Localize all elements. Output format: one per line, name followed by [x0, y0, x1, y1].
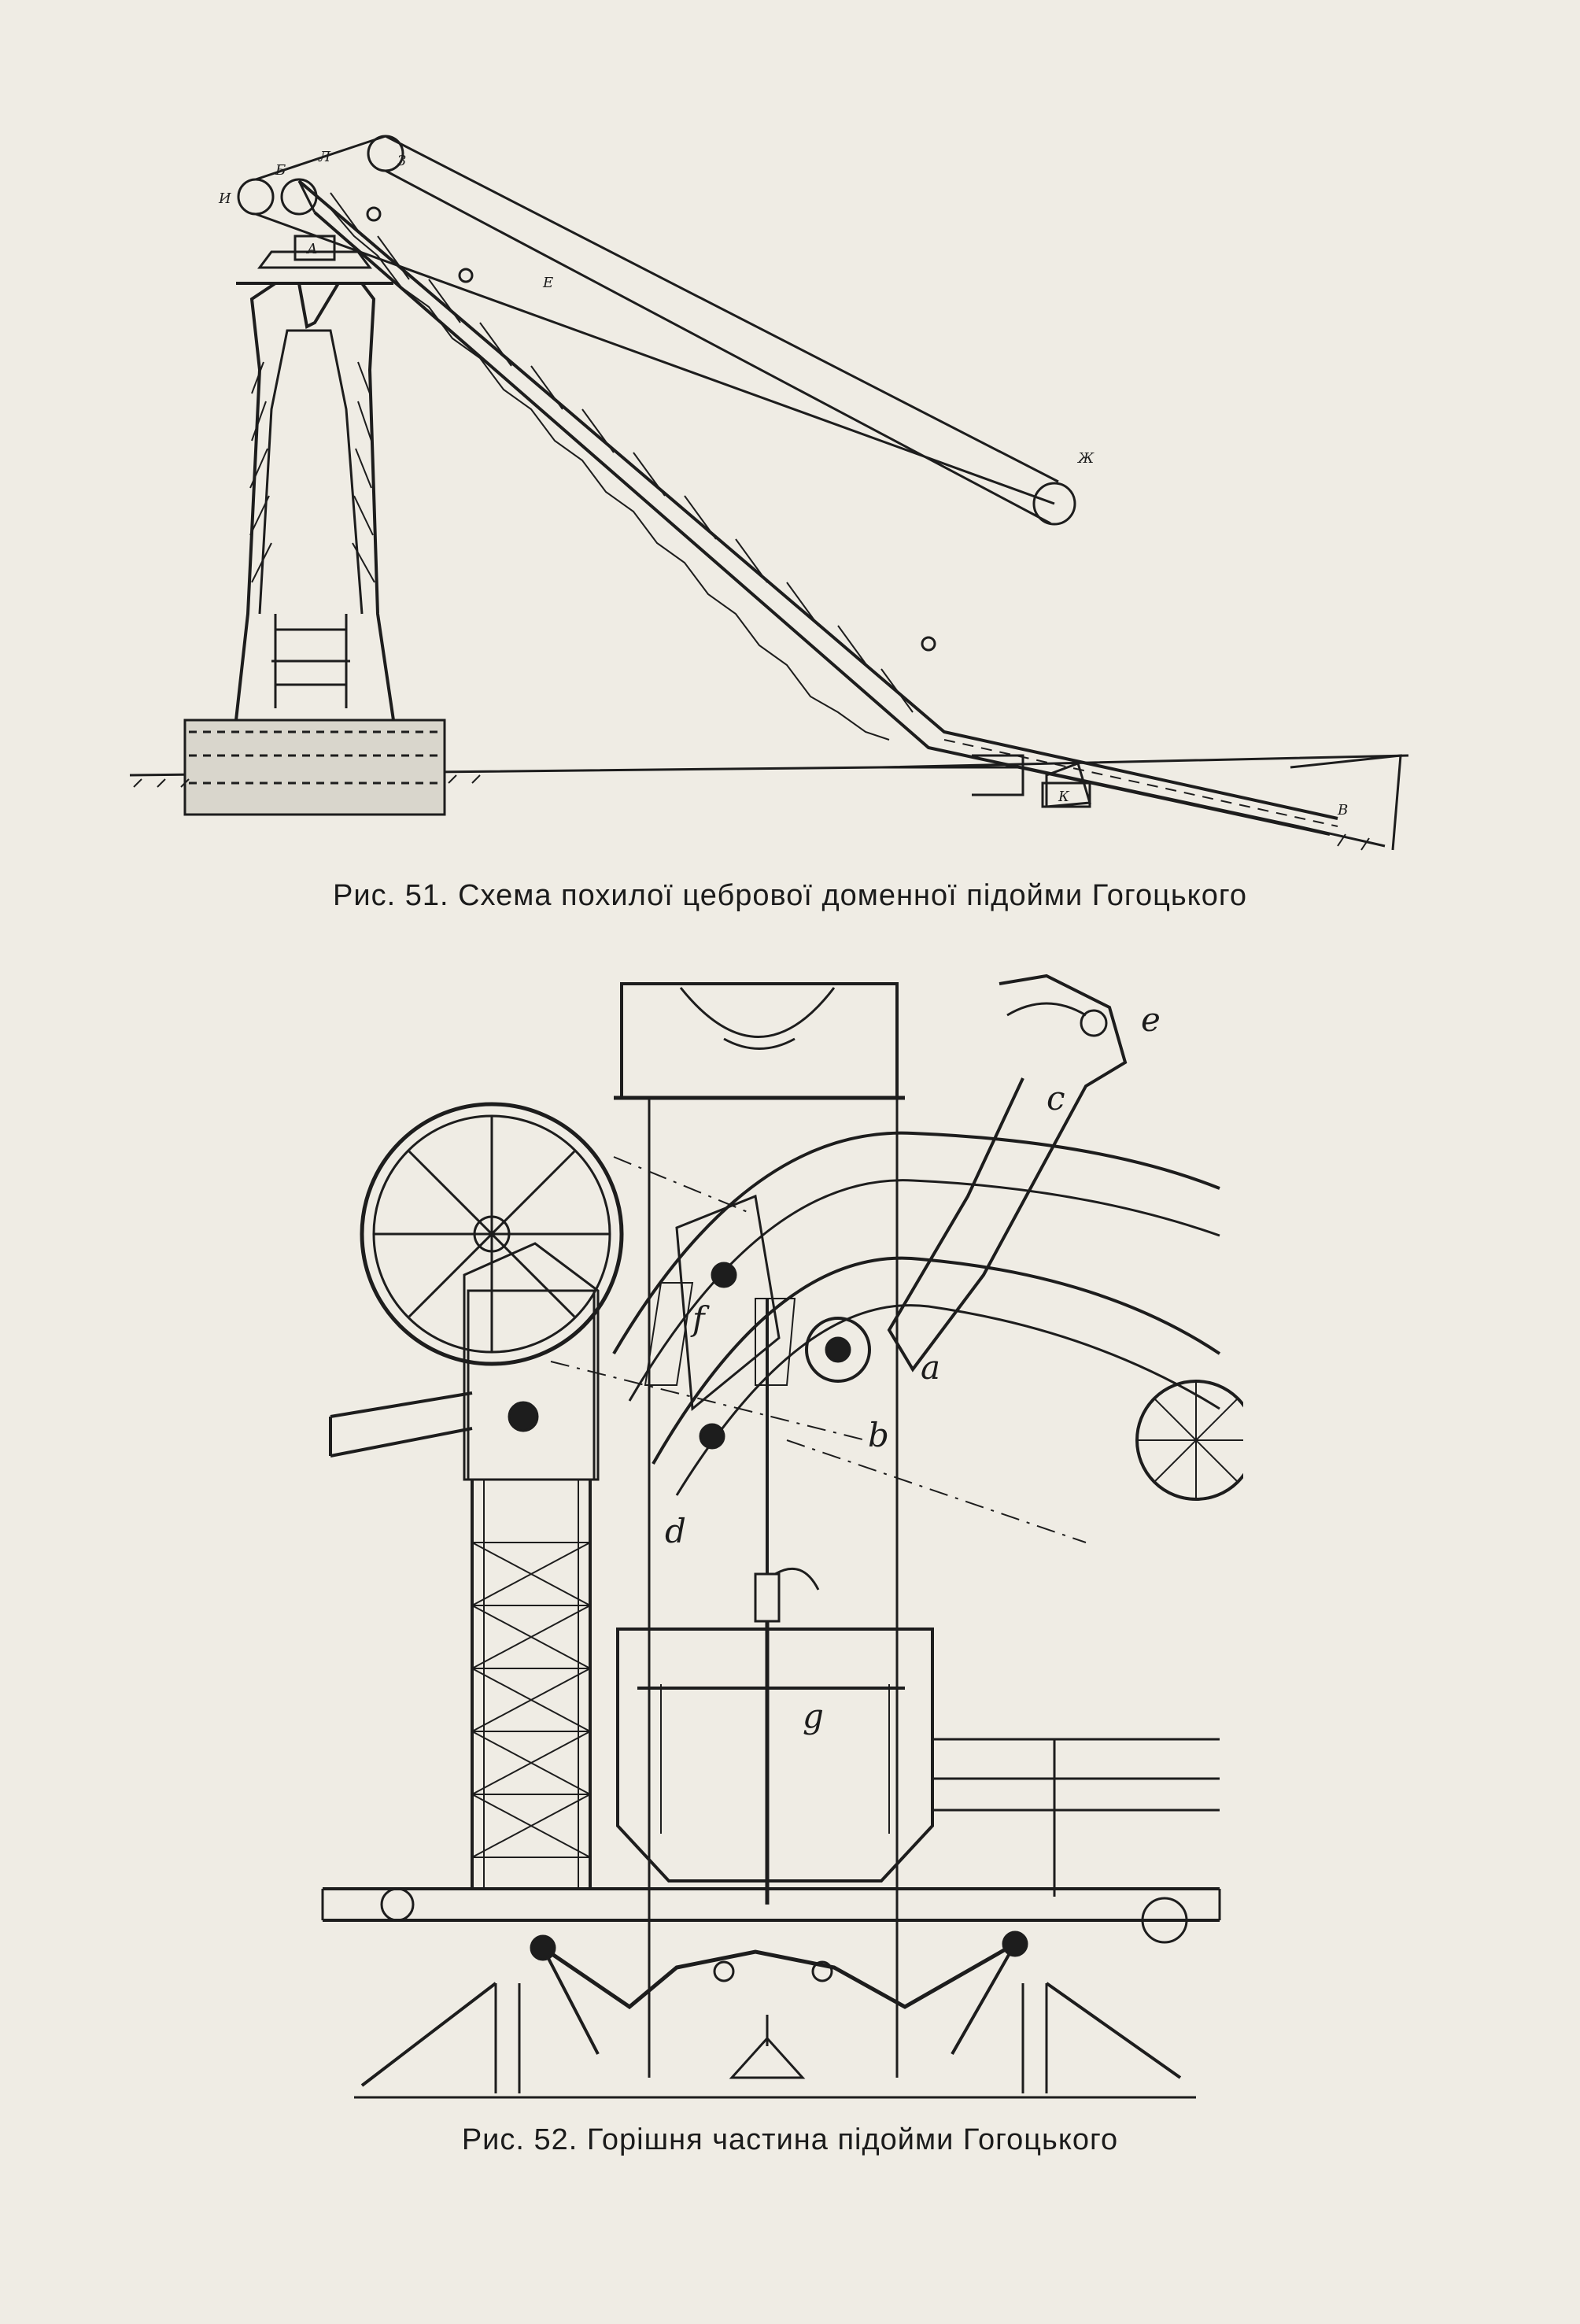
label-b: Б [275, 162, 286, 179]
label-a: a [921, 1348, 941, 1387]
label-v: В [1338, 802, 1349, 818]
label-g: g [803, 1697, 824, 1735]
figure-52-caption: Рис. 52. Горішня частина підойми Гогоцького [461, 2123, 1119, 2156]
label-z: З [397, 153, 407, 169]
figure-52-diagram [307, 929, 1243, 2109]
label-d: d [665, 1512, 686, 1550]
label-b: b [868, 1416, 889, 1454]
label-c: c [1047, 1079, 1065, 1118]
label-i: И [219, 190, 231, 207]
label-A: А [307, 241, 318, 257]
figure-51-caption: Рис. 51. Схема похилої цебрової доменної підойми Гогоцького [333, 879, 1247, 912]
label-f: f [692, 1299, 705, 1338]
label-k: К [1058, 789, 1069, 805]
label-zh: Ж [1078, 450, 1095, 467]
label-e: e [1141, 1000, 1161, 1039]
label-e: Е [543, 275, 554, 291]
label-l: Л [319, 149, 331, 165]
figure-51-diagram [118, 126, 1424, 881]
